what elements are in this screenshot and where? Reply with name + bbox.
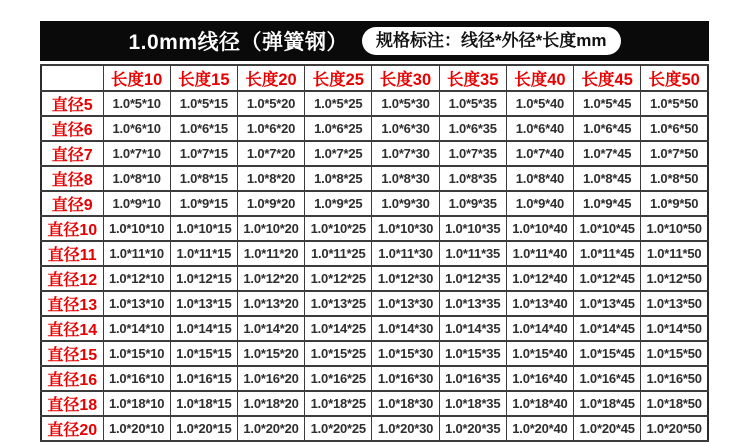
spec-cell: 1.0*15*40	[506, 341, 573, 366]
column-header: 长度30	[372, 65, 439, 91]
spec-note-pill: 规格标注：线径*外径*长度mm	[362, 27, 620, 55]
spec-cell: 1.0*20*10	[103, 416, 170, 441]
table-row	[41, 191, 708, 216]
spec-cell: 1.0*13*25	[305, 291, 372, 316]
spec-cell: 1.0*7*15	[170, 141, 237, 166]
spec-cell: 1.0*20*15	[170, 416, 237, 441]
table-row	[41, 416, 708, 441]
corner-cell	[41, 65, 103, 91]
row-label: 直径15	[41, 341, 103, 366]
spec-cell: 1.0*7*35	[439, 141, 506, 166]
spec-cell: 1.0*6*15	[170, 116, 237, 141]
spec-cell: 1.0*5*40	[506, 91, 573, 116]
spec-cell: 1.0*14*40	[506, 316, 573, 341]
column-header: 长度40	[506, 65, 573, 91]
spec-cell: 1.0*6*30	[372, 116, 439, 141]
column-header: 长度35	[439, 65, 506, 91]
spec-cell: 1.0*20*25	[305, 416, 372, 441]
spec-cell: 1.0*7*25	[305, 141, 372, 166]
column-header: 长度10	[103, 65, 170, 91]
spec-cell: 1.0*18*10	[103, 391, 170, 416]
row-label: 直径14	[41, 316, 103, 341]
spec-cell: 1.0*9*35	[439, 191, 506, 216]
spec-cell: 1.0*15*30	[372, 341, 439, 366]
spec-cell: 1.0*6*20	[237, 116, 304, 141]
spec-cell: 1.0*8*40	[506, 166, 573, 191]
table-head	[41, 65, 708, 91]
row-label: 直径12	[41, 266, 103, 291]
spec-cell: 1.0*7*10	[103, 141, 170, 166]
table-row	[41, 341, 708, 366]
spec-cell: 1.0*12*50	[641, 266, 708, 291]
spec-cell: 1.0*18*30	[372, 391, 439, 416]
spec-cell: 1.0*16*10	[103, 366, 170, 391]
table-row	[41, 116, 708, 141]
table-row	[41, 291, 708, 316]
spec-cell: 1.0*18*20	[237, 391, 304, 416]
spec-cell: 1.0*7*40	[506, 141, 573, 166]
spec-cell: 1.0*10*25	[305, 216, 372, 241]
spec-cell: 1.0*6*10	[103, 116, 170, 141]
spec-cell: 1.0*11*15	[170, 241, 237, 266]
spec-cell: 1.0*18*50	[641, 391, 708, 416]
spec-cell: 1.0*10*15	[170, 216, 237, 241]
spec-cell: 1.0*13*10	[103, 291, 170, 316]
spec-cell: 1.0*8*20	[237, 166, 304, 191]
spec-cell: 1.0*12*25	[305, 266, 372, 291]
spec-cell: 1.0*10*45	[574, 216, 641, 241]
spec-cell: 1.0*8*10	[103, 166, 170, 191]
table-row	[41, 266, 708, 291]
spec-cell: 1.0*14*25	[305, 316, 372, 341]
spec-cell: 1.0*9*30	[372, 191, 439, 216]
spec-cell: 1.0*15*25	[305, 341, 372, 366]
spec-cell: 1.0*18*35	[439, 391, 506, 416]
page-title: 1.0mm线径（弹簧钢）	[128, 31, 349, 54]
spec-cell: 1.0*18*40	[506, 391, 573, 416]
row-label: 直径9	[41, 191, 103, 216]
spec-cell: 1.0*12*20	[237, 266, 304, 291]
spec-cell: 1.0*7*30	[372, 141, 439, 166]
row-label: 直径20	[41, 416, 103, 441]
spec-cell: 1.0*14*35	[439, 316, 506, 341]
row-label: 直径16	[41, 366, 103, 391]
spec-cell: 1.0*5*35	[439, 91, 506, 116]
spec-cell: 1.0*16*40	[506, 366, 573, 391]
row-label: 直径13	[41, 291, 103, 316]
spec-cell: 1.0*12*15	[170, 266, 237, 291]
table-row	[41, 391, 708, 416]
spec-cell: 1.0*9*10	[103, 191, 170, 216]
spec-cell: 1.0*11*45	[574, 241, 641, 266]
spec-cell: 1.0*14*45	[574, 316, 641, 341]
column-header: 长度50	[641, 65, 708, 91]
row-label: 直径8	[41, 166, 103, 191]
spec-cell: 1.0*8*50	[641, 166, 708, 191]
spec-cell: 1.0*18*25	[305, 391, 372, 416]
spec-cell: 1.0*12*40	[506, 266, 573, 291]
table-row	[41, 166, 708, 191]
spec-cell: 1.0*6*50	[641, 116, 708, 141]
row-label: 直径11	[41, 241, 103, 266]
spec-cell: 1.0*8*45	[574, 166, 641, 191]
spec-cell: 1.0*6*45	[574, 116, 641, 141]
spec-cell: 1.0*8*30	[372, 166, 439, 191]
spec-cell: 1.0*13*40	[506, 291, 573, 316]
spec-cell: 1.0*6*35	[439, 116, 506, 141]
spec-cell: 1.0*13*45	[574, 291, 641, 316]
spec-cell: 1.0*16*20	[237, 366, 304, 391]
spec-cell: 1.0*5*30	[372, 91, 439, 116]
table-row	[41, 366, 708, 391]
spec-cell: 1.0*7*50	[641, 141, 708, 166]
spec-cell: 1.0*20*45	[574, 416, 641, 441]
spec-cell: 1.0*12*30	[372, 266, 439, 291]
spec-cell: 1.0*11*20	[237, 241, 304, 266]
spec-cell: 1.0*11*10	[103, 241, 170, 266]
spec-cell: 1.0*16*35	[439, 366, 506, 391]
spec-cell: 1.0*13*30	[372, 291, 439, 316]
row-label: 直径7	[41, 141, 103, 166]
spec-cell: 1.0*15*45	[574, 341, 641, 366]
spec-cell: 1.0*8*35	[439, 166, 506, 191]
row-label: 直径5	[41, 91, 103, 116]
spec-cell: 1.0*18*45	[574, 391, 641, 416]
spec-cell: 1.0*10*50	[641, 216, 708, 241]
table-row	[41, 216, 708, 241]
spec-cell: 1.0*5*45	[574, 91, 641, 116]
row-label: 直径18	[41, 391, 103, 416]
spec-cell: 1.0*7*45	[574, 141, 641, 166]
table-row	[41, 316, 708, 341]
spec-cell: 1.0*12*45	[574, 266, 641, 291]
spec-cell: 1.0*16*15	[170, 366, 237, 391]
row-label: 直径6	[41, 116, 103, 141]
column-header: 长度45	[574, 65, 641, 91]
spec-cell: 1.0*6*40	[506, 116, 573, 141]
spec-cell: 1.0*9*25	[305, 191, 372, 216]
row-label: 直径10	[41, 216, 103, 241]
spec-cell: 1.0*10*10	[103, 216, 170, 241]
spec-cell: 1.0*10*20	[237, 216, 304, 241]
spec-cell: 1.0*20*30	[372, 416, 439, 441]
spec-cell: 1.0*9*15	[170, 191, 237, 216]
spec-cell: 1.0*11*30	[372, 241, 439, 266]
spec-cell: 1.0*16*45	[574, 366, 641, 391]
spec-cell: 1.0*5*10	[103, 91, 170, 116]
spec-cell: 1.0*13*50	[641, 291, 708, 316]
spec-cell: 1.0*10*35	[439, 216, 506, 241]
spec-cell: 1.0*8*25	[305, 166, 372, 191]
spec-cell: 1.0*14*20	[237, 316, 304, 341]
title-bar	[40, 21, 709, 61]
spec-cell: 1.0*5*25	[305, 91, 372, 116]
spec-cell: 1.0*20*50	[641, 416, 708, 441]
spec-cell: 1.0*11*25	[305, 241, 372, 266]
spec-cell: 1.0*14*15	[170, 316, 237, 341]
spec-cell: 1.0*11*50	[641, 241, 708, 266]
spec-cell: 1.0*16*30	[372, 366, 439, 391]
spec-cell: 1.0*9*50	[641, 191, 708, 216]
column-header: 长度25	[305, 65, 372, 91]
spec-cell: 1.0*12*35	[439, 266, 506, 291]
spec-cell: 1.0*5*15	[170, 91, 237, 116]
spec-cell: 1.0*20*20	[237, 416, 304, 441]
spec-cell: 1.0*9*45	[574, 191, 641, 216]
spec-cell: 1.0*11*40	[506, 241, 573, 266]
spec-cell: 1.0*14*50	[641, 316, 708, 341]
spec-cell: 1.0*13*20	[237, 291, 304, 316]
spec-cell: 1.0*15*10	[103, 341, 170, 366]
spec-cell: 1.0*5*50	[641, 91, 708, 116]
column-header: 长度15	[170, 65, 237, 91]
spec-table	[40, 64, 709, 442]
spec-cell: 1.0*14*30	[372, 316, 439, 341]
spec-cell: 1.0*20*40	[506, 416, 573, 441]
spec-cell: 1.0*7*20	[237, 141, 304, 166]
spec-cell: 1.0*8*15	[170, 166, 237, 191]
table-body	[41, 91, 708, 441]
table-header-row	[41, 65, 708, 91]
table-row	[41, 141, 708, 166]
table-row	[41, 241, 708, 266]
spec-cell: 1.0*12*10	[103, 266, 170, 291]
spec-cell: 1.0*20*35	[439, 416, 506, 441]
spec-cell: 1.0*16*25	[305, 366, 372, 391]
spec-cell: 1.0*15*15	[170, 341, 237, 366]
spec-cell: 1.0*15*35	[439, 341, 506, 366]
spec-cell: 1.0*18*15	[170, 391, 237, 416]
spec-cell: 1.0*9*20	[237, 191, 304, 216]
spec-cell: 1.0*5*20	[237, 91, 304, 116]
table-row	[41, 91, 708, 116]
column-header: 长度20	[237, 65, 304, 91]
spec-cell: 1.0*9*40	[506, 191, 573, 216]
spec-cell: 1.0*6*25	[305, 116, 372, 141]
spec-cell: 1.0*10*40	[506, 216, 573, 241]
spec-cell: 1.0*15*20	[237, 341, 304, 366]
spec-cell: 1.0*13*35	[439, 291, 506, 316]
page	[40, 21, 709, 442]
spec-cell: 1.0*10*30	[372, 216, 439, 241]
spec-cell: 1.0*13*15	[170, 291, 237, 316]
spec-cell: 1.0*11*35	[439, 241, 506, 266]
spec-cell: 1.0*14*10	[103, 316, 170, 341]
spec-cell: 1.0*16*50	[641, 366, 708, 391]
spec-cell: 1.0*15*50	[641, 341, 708, 366]
